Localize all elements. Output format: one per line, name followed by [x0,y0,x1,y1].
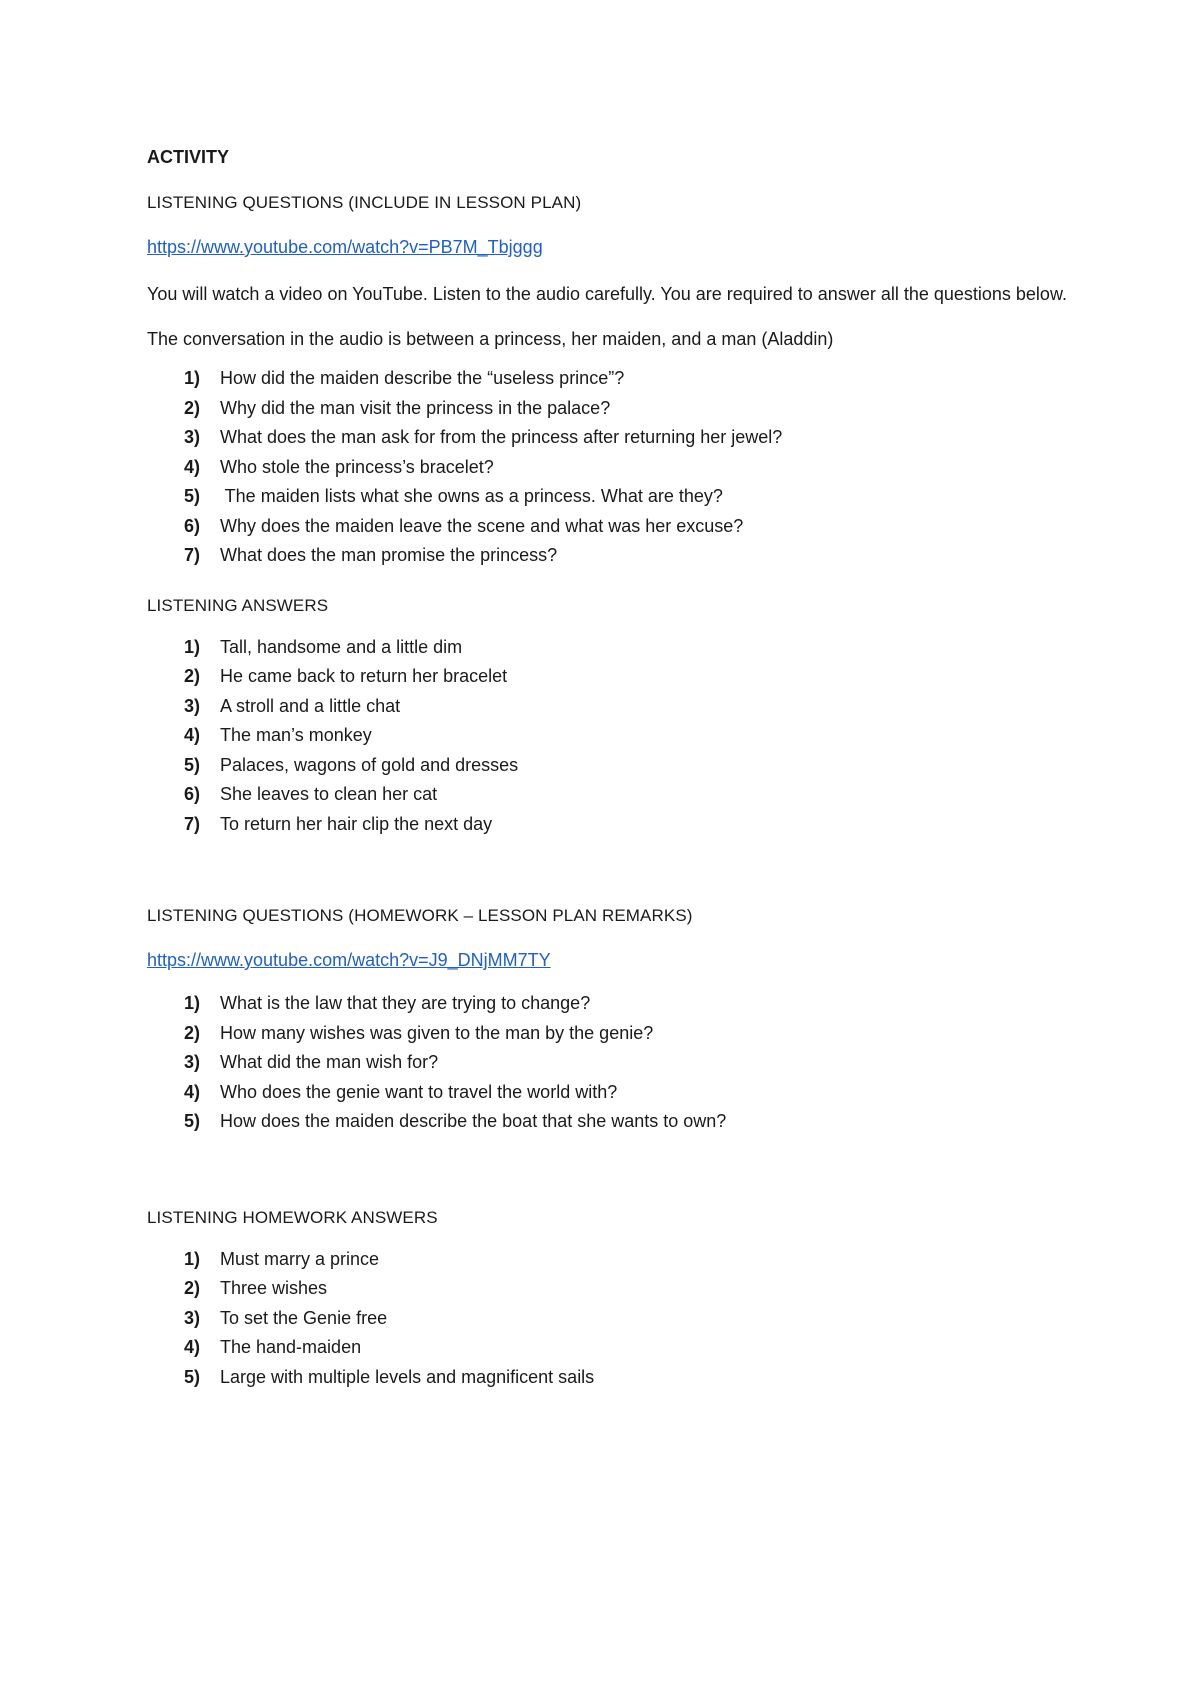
intro-paragraph: You will watch a video on YouTube. Listen to the audio carefully. You are required to answer all the questions below. [147,284,1067,304]
item-text: Who does the genie want to travel the world with? [220,1081,618,1102]
item-text: To return her hair clip the next day [220,813,493,834]
list-item [184,662,1067,692]
item-text: What did the man wish for? [220,1052,439,1072]
item-number: 2) [184,397,201,418]
list-item [184,1274,1067,1304]
section-heading-homework-questions: LISTENING QUESTIONS (HOMEWORK – LESSON PLAN REMARKS) [147,906,693,925]
answers-list-lesson [147,633,1067,840]
section-heading-listening-questions: LISTENING QUESTIONS (INCLUDE IN LESSON PLAN) [147,193,582,212]
item-number: 5) [184,486,201,506]
section-heading-homework-answers: LISTENING HOMEWORK ANSWERS [147,1207,438,1227]
item-text: Why did the man visit the princess in the palace? [220,397,611,418]
list-item [184,989,1067,1019]
list-item [184,1078,1067,1108]
item-text: What does the man promise the princess? [220,545,558,565]
list-item [184,1048,1067,1078]
list-item [184,633,1067,663]
item-number: 1) [184,1248,201,1269]
list-item [184,780,1067,810]
item-number: 7) [184,545,201,565]
spacer [147,863,1067,905]
list-item [184,512,1067,542]
item-number: 5) [184,1111,201,1131]
item-number: 1) [184,368,201,388]
item-number: 4) [184,1337,201,1357]
document-content [147,146,1067,1416]
item-number: 4) [184,725,201,745]
list-item [184,541,1067,571]
item-number: 3) [184,1307,201,1328]
item-text: The maiden lists what she owns as a princess. What are they? [220,486,723,506]
list-item [184,721,1067,751]
list-item [184,810,1067,840]
list-item [184,1363,1067,1393]
item-text: She leaves to clean her cat [220,784,438,804]
item-number: 3) [184,427,201,447]
list-item [184,453,1067,483]
section-heading-listening-answers: LISTENING ANSWERS [147,595,329,615]
item-text: Palaces, wagons of gold and dresses [220,754,519,775]
conversation-note: The conversation in the audio is between a princess, her maiden, and a man (Aladdin) [147,329,834,349]
item-text: He came back to return her bracelet [220,666,508,686]
item-text: A stroll and a little chat [220,695,401,716]
item-number: 7) [184,813,201,834]
item-text: Large with multiple levels and magnificent sails [220,1366,595,1387]
list-item [184,423,1067,453]
list-item [184,1245,1067,1275]
document-title: ACTIVITY [147,147,230,167]
item-number: 4) [184,1081,201,1102]
item-text: How many wishes was given to the man by the genie? [220,1022,654,1043]
item-text: How does the maiden describe the boat that she wants to own? [220,1111,727,1131]
item-text: Who stole the princess’s bracelet? [220,456,494,477]
list-item [184,1019,1067,1049]
item-text: Three wishes [220,1278,328,1298]
list-item [184,364,1067,394]
item-text: Must marry a prince [220,1248,380,1269]
youtube-link-homework[interactable]: https://www.youtube.com/watch?v=J9_DNjMM7TY [147,950,551,970]
item-text: The man’s monkey [220,725,372,745]
item-text: To set the Genie free [220,1307,388,1328]
item-number: 5) [184,1366,201,1387]
list-item [184,1333,1067,1363]
youtube-link-lesson[interactable]: https://www.youtube.com/watch?v=PB7M_Tbjggg [147,237,543,257]
item-number: 2) [184,666,201,686]
questions-list-lesson [147,364,1067,571]
answers-list-homework [147,1245,1067,1393]
item-text: How did the maiden describe the “useless prince”? [220,368,625,388]
item-text: The hand-maiden [220,1337,362,1357]
item-text: Why does the maiden leave the scene and what was her excuse? [220,515,744,536]
item-number: 3) [184,1052,201,1072]
item-number: 1) [184,993,201,1013]
item-number: 5) [184,754,201,775]
item-text: Tall, handsome and a little dim [220,636,463,657]
questions-list-homework [147,989,1067,1137]
item-text: What does the man ask for from the princess after returning her jewel? [220,427,783,447]
item-number: 3) [184,695,201,716]
item-text: What is the law that they are trying to change? [220,993,591,1013]
item-number: 6) [184,784,201,804]
list-item [184,751,1067,781]
list-item [184,692,1067,722]
item-number: 1) [184,636,201,657]
item-number: 6) [184,515,201,536]
list-item [184,394,1067,424]
list-item [184,1107,1067,1137]
item-number: 4) [184,456,201,477]
list-item [184,1304,1067,1334]
item-number: 2) [184,1278,201,1298]
list-item [184,482,1067,512]
spacer [147,1161,1067,1207]
item-number: 2) [184,1022,201,1043]
